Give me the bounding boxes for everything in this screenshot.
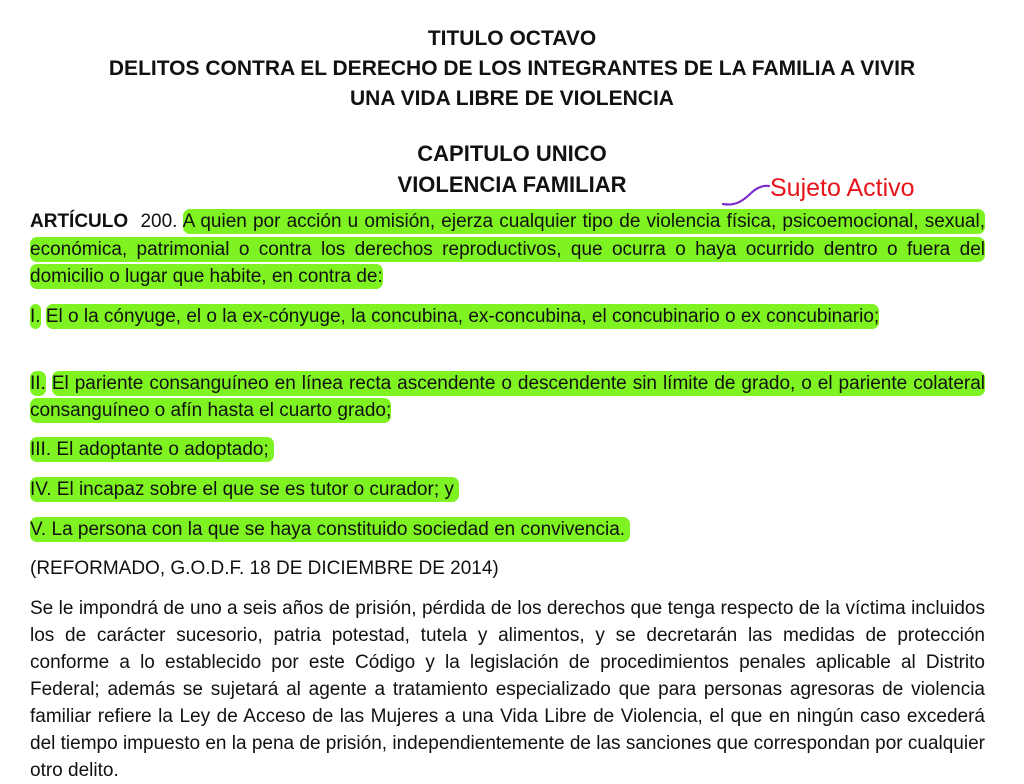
fraction-text: El incapaz sobre el que se es tutor o curador; y <box>56 479 454 500</box>
title-line: DELITOS CONTRA EL DERECHO DE LOS INTEGRANTES DE LA FAMILIA A VIVIR <box>108 57 916 80</box>
annotation-label: Sujeto Activo <box>770 174 915 202</box>
article-number: 200. <box>140 211 178 232</box>
fraction-item <box>30 476 985 503</box>
fraction-numeral: IV. <box>30 479 52 500</box>
fraction-text: El o la cónyuge, el o la ex-cónyuge, la concubina, ex-concubina, el concubinario o ex concubinario; <box>45 306 880 327</box>
article-label: ARTÍCULO <box>30 211 129 232</box>
chapter-name: VIOLENCIA FAMILIAR <box>397 172 627 197</box>
reform-note: (REFORMADO, G.O.D.F. 18 DE DICIEMBRE DE 2014) <box>30 558 499 579</box>
fraction-item <box>30 303 985 330</box>
fraction-item <box>30 370 985 424</box>
article-text-highlight: A quien por acción u omisión, ejerza cualquier tipo de violencia física, psicoemocional, sexual, económica, patrimonial o contra los derechos reproductivos, que ocurra o haya ocurrido dentro o fuera del domicilio o lugar que habite, en contra de: <box>30 211 985 287</box>
fraction-text: La persona con la que se haya constituido sociedad en convivencia. <box>51 519 626 540</box>
fraction-item <box>30 516 985 543</box>
penalty-paragraph: Se le impondrá de uno a seis años de prisión, pérdida de los derechos que tenga respecto de la víctima incluidos los de carácter sucesorio, patria potestad, tutela y alimentos, y se decretarán las medidas de protección conforme a lo establecido por este Código y la legislación de procedimientos penales aplicable al Distrito Federal; además se sujetará al agente a tratamiento especializado que para personas agresoras de violencia familiar refiere la Ley de Acceso de las Mujeres a una Vida Libre de Violencia, el que en ningún caso excederá del tiempo impuesto en la pena de prisión, independientemente de las sanciones que correspondan por cualquier otro delito. <box>30 598 985 781</box>
annotation-pen-stroke <box>720 182 772 210</box>
fraction-line <box>30 517 630 542</box>
article-paragraph <box>30 208 985 291</box>
title-line: UNA VIDA LIBRE DE VIOLENCIA <box>350 87 674 110</box>
fraction-line <box>30 437 274 462</box>
fraction-line <box>30 477 459 502</box>
chapter-title: CAPITULO UNICO <box>417 141 607 166</box>
fraction-text: El adoptante o adoptado; <box>56 439 269 460</box>
title-line: TITULO OCTAVO <box>427 27 597 50</box>
fraction-numeral: III. <box>30 439 52 460</box>
title-block <box>0 24 1024 114</box>
fraction-numeral: V. <box>30 519 47 540</box>
fraction-text: El pariente consanguíneo en línea recta ascendente o descendente sin límite de grado, o el pariente colateral consanguíneo o afín hasta el cuarto grado; <box>30 373 986 421</box>
fraction-numeral: II. <box>30 373 46 394</box>
fraction-numeral: I. <box>30 306 41 327</box>
fraction-item <box>30 436 985 463</box>
